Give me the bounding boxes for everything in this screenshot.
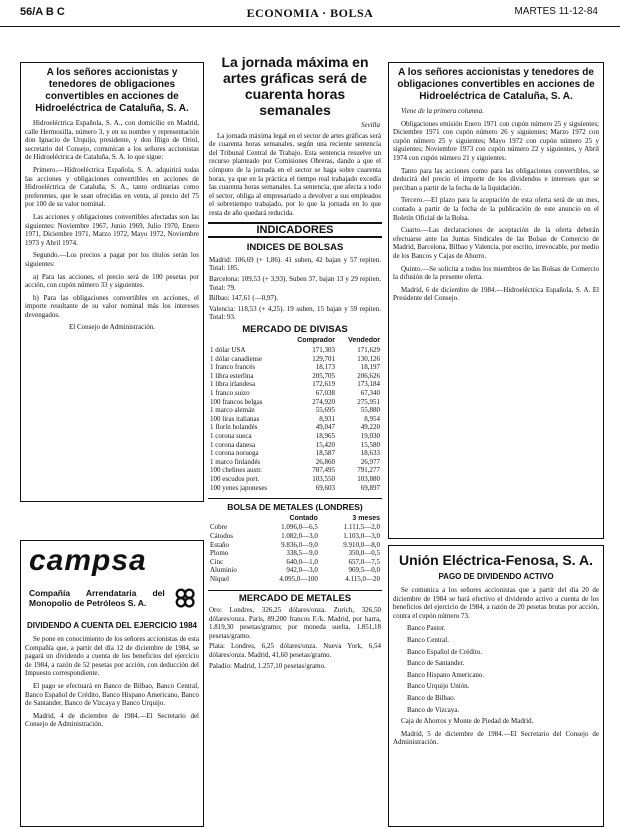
- right-notice-title: A los señores accionistas y tenedores de obligaciones convertibles en acciones de Hidroeléctrica de Cataluña, S. A.: [397, 67, 595, 102]
- union-bank-item: Banco de Bilbao.: [407, 693, 456, 702]
- metal-value: 9.836,0—9,0: [281, 540, 318, 549]
- divisa-header: Vendedor: [348, 337, 380, 345]
- article-body: La jornada máxima legal en el sector de artes gráficas será de cuarenta horas semanales, según una reciente sentencia del Tribunal Central de Trabajo. Esta sentencia resuelve un recurso planteado por Comisiones Obreras, dando a que el cómputo de la jornada en el sector se haga sobre cuarenta horas, ya que en la práctica el tiempo real trabajado excedía las cuarenta horas semanales. La sentencia, que afecta a todo el sector, obliga al empresariado a devolver a sus empleados el sobretiempo trabajado, por lo que la jornada en lo que resta de año quedará reducida.: [209, 131, 381, 217]
- bolsa-barcelona: Barcelona: 109,53 (+ 3,93). Suben 37, bajan 13 y 29 repiten. Total: 79.: [209, 274, 381, 292]
- divisa-row: [208, 380, 382, 389]
- metal-label: Plomo: [210, 549, 229, 558]
- divisa-label: 100 yenes japoneses: [210, 483, 268, 492]
- divisa-value: 129,701: [312, 354, 335, 363]
- article-location: Sevilla: [360, 121, 380, 129]
- bolsa-madrid: Madrid: 106,69 (+ 1,86). 41 suben, 42 bajan y 57 repiten. Total: 185.: [209, 255, 381, 273]
- union-bank-item: Banco Central.: [407, 635, 449, 644]
- divisa-label: 1 libra esterlina: [210, 371, 254, 380]
- metal-value: 1.096,0—6,5: [281, 523, 318, 532]
- divisa-value: 103,880: [357, 474, 380, 483]
- divisa-value: 18,633: [360, 449, 380, 458]
- article-headline: La jornada máxima en artes gráficas será de cuarenta horas semanales: [221, 54, 369, 118]
- divisa-value: 69,603: [315, 483, 335, 492]
- metal-header: [208, 515, 255, 524]
- divisa-value: 8,954: [364, 414, 380, 423]
- metal-header: Contado: [289, 514, 318, 522]
- divisa-value: 171,629: [357, 346, 380, 355]
- metal-value: 1.082,0—3,0: [281, 531, 318, 540]
- divisa-value: 275,951: [357, 397, 380, 406]
- divisa-row: [208, 389, 382, 398]
- divisa-value: 55,695: [315, 406, 335, 415]
- metal-value: 640,0—1,0: [286, 557, 318, 566]
- divisa-row: [208, 346, 382, 355]
- divisa-label: 100 francos belgas: [210, 397, 263, 406]
- divisa-row: [208, 484, 382, 493]
- divisa-value: 8,931: [319, 414, 335, 423]
- union-subtitle: PAGO DE DIVIDENDO ACTIVO: [438, 572, 554, 581]
- divisa-value: 19,030: [360, 432, 380, 440]
- metal-value: 4.095,0—100: [279, 574, 318, 583]
- left-notice-paragraph: Las acciones y obligaciones convertibles afectadas son las siguientes: Noviembre 1967, Junio 1969, Julio 1970, Enero 1971, Diciembre 1971, Marzo 1972, Mayo 1972, Noviembre 1973 y Abril 1974.: [25, 212, 199, 247]
- divisa-value: 49,220: [360, 423, 380, 432]
- divisa-row: [208, 458, 382, 467]
- union-bank-item: Banco Pastor.: [407, 624, 446, 633]
- union-closing: Caja de Ahorros y Monte de Piedad de Madrid.: [401, 717, 534, 726]
- left-notice-title: A los señores accionistas y tenedores de obligaciones convertibles en acciones de Hidroeléctrica de Cataluña, S. A.: [35, 67, 189, 114]
- divisa-row: [208, 363, 382, 372]
- divisa-value: 787,495: [312, 466, 335, 475]
- metal-label: Cobre: [210, 523, 228, 532]
- divisa-label: 1 florín holandés: [210, 423, 258, 432]
- divisa-value: 67,038: [315, 389, 335, 398]
- divisa-header: [208, 337, 285, 346]
- right-notice-paragraph: Tanto para las acciones como para las obligaciones convertibles, se deducirá del precio el importe de los dividendos e intereses que se perciban a partir de la fecha de la liquidación.: [393, 166, 599, 192]
- right-notice-paragraph: Viene de la primera columna.: [401, 107, 484, 115]
- metal-value: 969,5—0,0: [348, 566, 380, 575]
- divisa-value: 18,197: [360, 363, 380, 372]
- union-intro: Se comunica a los señores accionistas que a partir del día 20 de diciembre de 1984 se hará efectivo el dividendo activo a cuenta de los beneficios del ejercicio de 1984, a razón de 20 pesetas brutas por acción, contra el cupón número 73.: [393, 586, 599, 620]
- divisa-value: 173,184: [357, 380, 380, 389]
- metales-paladio: Paladio: Madrid, 1.257,10 pesetas/gramo.: [209, 661, 326, 670]
- right-notice: [388, 62, 604, 539]
- divisa-row: [208, 406, 382, 415]
- metal-value: 9.910,0—8,0: [343, 540, 380, 549]
- divisa-label: 1 franco francés: [210, 363, 256, 372]
- divisa-value: 791,277: [357, 466, 380, 475]
- campsa-dividend-title: DIVIDENDO A CUENTA DEL EJERCICIO 1984: [27, 621, 197, 630]
- right-notice-paragraph: Tercero.—El plazo para la aceptación de esta oferta será de un mes, contado a partir de la fecha de la publicación de este anuncio en el Boletín Oficial de la Bolsa.: [393, 196, 599, 222]
- campsa-company: Compañía Arrendataria del Monopolio de Petróleos S. A.: [29, 588, 165, 608]
- divisa-value: 49,047: [315, 423, 335, 432]
- indicadores-title: INDICADORES: [208, 222, 382, 239]
- divisa-label: 100 chelines austr.: [210, 466, 262, 475]
- right-notice-paragraph: Quinto.—Se solicita a todos los miembros de las Bolsas de Comercio la difusión de la presente oferta.: [393, 264, 599, 282]
- divisa-row: [208, 355, 382, 364]
- divisa-value: 18,173: [315, 363, 335, 372]
- union-bank-item: Banco Urquijo Unión.: [407, 682, 470, 691]
- divisa-value: 205,705: [312, 371, 335, 380]
- union-bank-item: Banco Español de Crédito.: [407, 647, 483, 656]
- divisa-label: 1 marco finlandés: [210, 457, 261, 466]
- divisa-label: 1 libra irlandesa: [210, 380, 256, 389]
- mercado-metales-title: MERCADO DE METALES: [238, 592, 352, 604]
- divisa-row: [208, 449, 382, 458]
- divisa-row: [208, 398, 382, 407]
- metales-plata: Plata: Londres, 6,25 dólares/onza. Nueva York, 6,54 dólares/onza. Madrid, 41,60 pesetas/gramo.: [209, 642, 381, 660]
- metal-row: [208, 541, 382, 550]
- union-sign: Madrid, 5 de diciembre de 1984.—El Secretario del Consejo de Administración.: [393, 729, 599, 747]
- divisa-value: 69,897: [360, 483, 380, 492]
- divisa-label: 1 franco suizo: [210, 389, 250, 398]
- divisas-table: [208, 337, 382, 492]
- divisas-title: MERCADO DE DIVISAS: [242, 323, 348, 335]
- metal-row: [208, 549, 382, 558]
- divisa-label: 1 dólar USA: [210, 346, 246, 355]
- divisa-row: [208, 466, 382, 475]
- divisa-label: 100 escudos port.: [210, 474, 260, 483]
- divisa-header: Comprador: [297, 337, 335, 345]
- divisa-label: 1 dólar canadiense: [210, 354, 263, 363]
- metal-value: 1.111,5—2,0: [343, 523, 380, 532]
- section-title: ECONOMIA · BOLSA: [246, 6, 374, 20]
- metal-value: 657,0—7,5: [348, 557, 380, 566]
- metal-row: [208, 566, 382, 575]
- campsa-paragraph: Se pone en conocimiento de los señores accionistas de esta Compañía que, a partir del día 12 de diciembre de 1984, se pagará un dividendo a cuenta de los beneficios del ejercicio de 1984, a razón de 52 pesetas por acción, con deducción del Impuesto correspondiente.: [25, 635, 199, 678]
- campsa-paragraph: El pago se efectuará en Banco de Bilbao, Banco Central, Banco Español de Crédito, Banco Hispano Americano, Banco de Santander, Banco de Vizcaya y Banco Urquijo.: [25, 681, 199, 708]
- divisa-value: 55,880: [360, 406, 380, 415]
- left-notice-footer: El Consejo de Administración.: [69, 323, 155, 332]
- metal-value: 338,5—9,0: [286, 549, 318, 558]
- page-date: MARTES 11-12-84: [514, 6, 598, 17]
- divisa-value: 15,420: [315, 440, 335, 449]
- divisa-value: 18,587: [315, 449, 335, 458]
- divisa-value: 26,977: [360, 457, 380, 466]
- union-bank-item: Banco Hispano Americano.: [407, 670, 485, 679]
- metal-row: [208, 523, 382, 532]
- metales-oro: Oro: Londres, 326,25 dólares/onza. Zurich, 326,50 dólares/onza. París, 89.200 francos F./k. Madrid, por barra, 1.819,30 pesetas/gramo; por moneda suelta, 1.851,18 pesetas/gramo.: [209, 606, 381, 640]
- middle-column: [208, 52, 382, 827]
- metales-table: [208, 515, 382, 584]
- metal-value: 350,0—0,5: [348, 549, 380, 558]
- metal-value: 942,0—3,0: [286, 566, 318, 575]
- metal-label: Cinc: [210, 557, 224, 566]
- metal-label: Estaño: [210, 540, 230, 549]
- divisa-value: 274,920: [312, 397, 335, 406]
- divisa-row: [208, 423, 382, 432]
- metal-header: 3 meses: [352, 514, 380, 522]
- campsa-logo-text: campsa: [29, 544, 147, 577]
- divisa-row: [208, 372, 382, 381]
- metal-value: 1.103,0—3,0: [343, 531, 380, 540]
- union-bank-item: Banco de Santander.: [407, 659, 465, 668]
- indices-bolsas-title: INDICES DE BOLSAS: [246, 242, 344, 254]
- page-label: 56/A B C: [20, 6, 65, 18]
- bolsa-bilbao: Bilbao: 147,61 (—0,97).: [209, 294, 279, 303]
- divisa-value: 26,860: [315, 457, 335, 466]
- divisa-label: 100 liras italianas: [210, 414, 260, 423]
- page-header: [0, 0, 620, 27]
- left-notice-paragraph: a) Para las acciones, el precio será de 100 pesetas por acción, con cupón número 33 y siguientes.: [25, 272, 199, 290]
- divisa-label: 1 corona noruega: [210, 449, 259, 458]
- metales-londres-title: BOLSA DE METALES (LONDRES): [227, 502, 363, 513]
- metal-value: 4.115,0—20: [345, 574, 380, 583]
- metal-row: [208, 558, 382, 567]
- divisa-row: [208, 441, 382, 450]
- divisa-label: 1 marco alemán: [210, 406, 255, 415]
- left-notice-paragraph: Primero.—Hidroeléctrica Española, S. A. adquirirá todas las acciones y obligaciones convertibles en acciones de Hidroeléctrica de Cataluña, S. A., tanto ordinarias como preferentes, que le sean ofrecidas en venta, al precio del 75 por 100 de su valor nominal.: [25, 165, 199, 209]
- divisa-value: 67,340: [360, 389, 380, 398]
- divisa-label: 1 corona sueca: [210, 432, 252, 440]
- left-notice-paragraph: b) Para las obligaciones convertibles en acciones, el importe resultante de su valor nominal más los intereses devengados.: [25, 293, 199, 319]
- right-notice-paragraph: Cuarto.—Las declaraciones de aceptación de la oferta deberán efectuarse ante las Juntas Sindicales de las Bolsas de Comercio de Madrid, Barcelona, Bilbao y Valencia, por escrito, irrevocable, por medio de los Bancos y Cajas de Ahorro.: [393, 226, 599, 260]
- metal-label: Aluminio: [210, 566, 237, 575]
- divisa-label: 1 corona danesa: [210, 440, 256, 449]
- right-notice-paragraph: Obligaciones emisión Enero 1971 con cupón número 25 y siguientes; Diciembre 1971 con cupón número 26 y siguientes; Marzo 1972 con cupón número 25 y siguientes; Mayo 1972 con cupón número 25 y siguientes; Noviembre 1973 con cupón número 22 y siguientes, y Abril 1974 con cupón número 21 y siguientes.: [393, 119, 599, 162]
- left-notice: [20, 62, 204, 502]
- divisa-value: 103,550: [312, 474, 335, 483]
- metal-label: Níquel: [210, 574, 230, 583]
- campsa-emblem-icon: [175, 581, 195, 615]
- bolsa-valencia: Valencia: 118,53 (+ 4,25). 19 suben, 15 bajan y 59 repiten. Total: 93.: [209, 304, 381, 322]
- metal-row: [208, 575, 382, 584]
- divisa-value: 130,126: [357, 354, 380, 363]
- divisa-row: [208, 415, 382, 424]
- divisa-row: [208, 475, 382, 484]
- divisa-value: 206,626: [357, 371, 380, 380]
- union-fenosa-ad: [388, 545, 604, 827]
- union-bank-item: Banco de Vizcaya.: [407, 705, 460, 714]
- campsa-paragraph: Madrid, 4 de diciembre de 1984.—El Secretario del Consejo de Administración.: [25, 711, 199, 729]
- divisa-value: 172,619: [312, 380, 335, 389]
- metal-label: Cátodos: [210, 531, 233, 540]
- metal-row: [208, 532, 382, 541]
- left-notice-paragraph: Hidroeléctrica Española, S. A., con domicilio en Madrid, calle Hermosilla, número 3, y en su nombre y representación don Ignacio de Urquijo, presidente, y don Íñigo de Oriol, secretario del Consejo, comunican a los señores accionistas de Hidroeléctrica de Cataluña, S. A. lo que sigue:: [25, 119, 199, 162]
- left-notice-paragraph: Segundo.—Los precios a pagar por los títulos serán los siguientes:: [25, 251, 199, 268]
- divisa-value: 171,303: [312, 346, 335, 355]
- campsa-ad: [20, 540, 204, 827]
- right-notice-paragraph: Madrid, 6 de diciembre de 1984.—Hidroeléctrica Española, S. A. El Presidente del Consejo.: [393, 285, 599, 303]
- union-title: Unión Eléctrica-Fenosa, S. A.: [399, 552, 593, 568]
- divisa-value: 18,965: [315, 432, 335, 440]
- divisa-value: 15,580: [360, 440, 380, 449]
- divisa-row: [208, 432, 382, 441]
